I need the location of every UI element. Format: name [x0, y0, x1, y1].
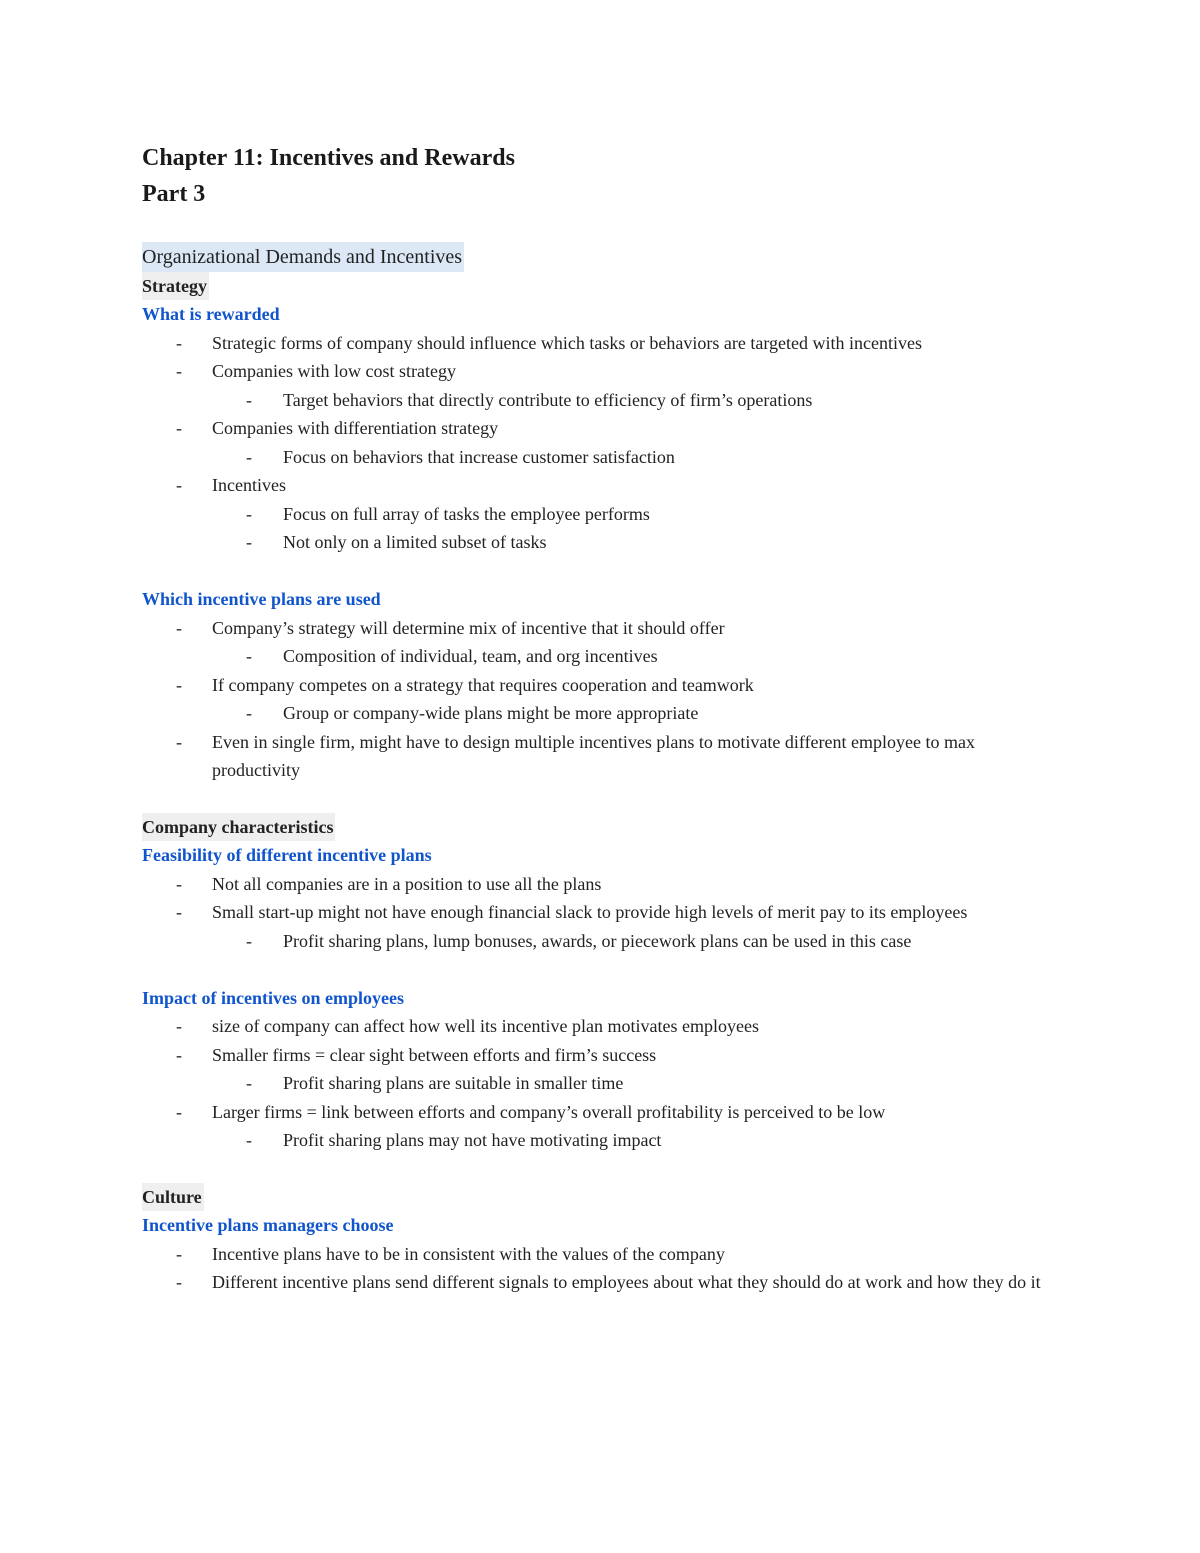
- section-heading: Organizational Demands and Incentives: [142, 242, 464, 272]
- bullet-dash: -: [176, 731, 182, 752]
- sub-bullet-list: [212, 642, 1062, 671]
- bullet-dash: -: [176, 873, 182, 894]
- section-heading-wrap: [142, 242, 1062, 272]
- sub-bullet-list: [212, 927, 1062, 956]
- list-item: [142, 1240, 1062, 1269]
- list-item: [142, 1012, 1062, 1041]
- bullet-dash: -: [246, 389, 252, 410]
- bullet-dash: -: [176, 1016, 182, 1036]
- bullet-list: [142, 614, 1062, 785]
- list-item: [142, 1268, 1062, 1297]
- topic-heading: Incentive plans managers choose: [142, 1215, 394, 1235]
- bullet-list: [142, 329, 1062, 557]
- bullet-dash: -: [176, 1243, 182, 1264]
- sub-heading-wrap: [142, 272, 1062, 300]
- bullet-dash: -: [176, 674, 182, 695]
- sub-bullet-list: [212, 443, 1062, 472]
- bullet-dash: -: [176, 361, 182, 381]
- list-item: [142, 329, 1062, 358]
- part-title: Part 3: [142, 181, 206, 207]
- bullet-list: [142, 870, 1062, 956]
- list-item-text: Strategic forms of company should influence which tasks or behaviors are targeted with incentives: [212, 332, 922, 353]
- spacer: [142, 212, 1062, 242]
- topic-heading: Which incentive plans are used: [142, 589, 381, 609]
- topic-heading: What is rewarded: [142, 304, 280, 324]
- sub-list-item: [212, 699, 1062, 728]
- list-item: [142, 671, 1062, 728]
- list-item: [142, 728, 1062, 785]
- bullet-dash: -: [246, 703, 252, 723]
- sub-list-item-text: Focus on behaviors that increase customer satisfaction: [283, 446, 675, 467]
- sub-list-item: [212, 1069, 1062, 1098]
- bullet-dash: -: [246, 532, 252, 552]
- sub-list-item-text: Composition of individual, team, and org incentives: [283, 646, 658, 666]
- list-item: [142, 1098, 1062, 1155]
- list-item-text: Incentives: [212, 475, 286, 495]
- bullet-dash: -: [176, 1101, 182, 1122]
- list-item-text: Incentive plans have to be in consistent with the values of the company: [212, 1243, 725, 1264]
- sub-list-item-text: Not only on a limited subset of tasks: [283, 532, 547, 552]
- sub-bullet-list: [212, 699, 1062, 728]
- bullet-list: [142, 1012, 1062, 1155]
- sub-list-item: [212, 500, 1062, 529]
- sub-list-item: [212, 642, 1062, 671]
- list-item-text: Small start-up might not have enough financial slack to provide high levels of merit pay to its employees: [212, 902, 968, 922]
- sub-bullet-list: [212, 386, 1062, 415]
- sub-heading-wrap: [142, 813, 1062, 841]
- list-item: [142, 414, 1062, 471]
- sub-list-item-text: Focus on full array of tasks the employee performs: [283, 503, 650, 524]
- topic-heading: Impact of incentives on employees: [142, 987, 404, 1008]
- list-item: [142, 1041, 1062, 1098]
- document-content: [142, 272, 1062, 1297]
- sub-list-item-text: Profit sharing plans, lump bonuses, awards, or piecework plans can be used in this case: [283, 930, 912, 951]
- sub-list-item-text: Profit sharing plans may not have motivating impact: [283, 1130, 662, 1150]
- list-item: [142, 614, 1062, 671]
- topic-heading: Feasibility of different incentive plans: [142, 845, 432, 865]
- sub-heading: Company characteristics: [142, 813, 335, 841]
- sub-list-item: [212, 443, 1062, 472]
- document-page: [142, 140, 1062, 1297]
- list-item-text: Even in single firm, might have to design multiple incentives plans to motivate different employee to max productivity: [212, 731, 975, 780]
- list-item: [142, 471, 1062, 557]
- sub-list-item: [212, 528, 1062, 557]
- sub-bullet-list: [212, 1126, 1062, 1155]
- bullet-dash: -: [176, 617, 182, 638]
- bullet-dash: -: [246, 446, 252, 467]
- list-item: [142, 870, 1062, 899]
- sub-bullet-list: [212, 500, 1062, 557]
- blank-line: [142, 785, 1062, 814]
- bullet-dash: -: [176, 902, 182, 922]
- list-item-text: Companies with differentiation strategy: [212, 418, 499, 438]
- sub-list-item: [212, 1126, 1062, 1155]
- sub-heading: Culture: [142, 1183, 204, 1211]
- chapter-title: Chapter 11: Incentives and Rewards: [142, 145, 515, 171]
- list-item: [142, 357, 1062, 414]
- bullet-dash: -: [176, 475, 182, 495]
- sub-list-item: [212, 386, 1062, 415]
- sub-list-item-text: Target behaviors that directly contribute to efficiency of firm’s operations: [283, 389, 813, 410]
- bullet-dash: -: [176, 418, 182, 438]
- sub-list-item: [212, 927, 1062, 956]
- sub-list-item-text: Group or company-wide plans might be more appropriate: [283, 703, 699, 723]
- sub-heading: Strategy: [142, 272, 209, 300]
- bullet-dash: -: [246, 646, 252, 666]
- bullet-dash: -: [246, 503, 252, 524]
- bullet-dash: -: [176, 1044, 182, 1065]
- blank-line: [142, 557, 1062, 586]
- list-item-text: Smaller firms = clear sight between efforts and firm’s success: [212, 1044, 657, 1065]
- sub-heading-wrap: [142, 1183, 1062, 1211]
- sub-list-item-text: Profit sharing plans are suitable in smaller time: [283, 1073, 624, 1093]
- list-item-text: Not all companies are in a position to use all the plans: [212, 873, 602, 894]
- bullet-dash: -: [176, 1272, 182, 1292]
- bullet-list: [142, 1240, 1062, 1297]
- sub-bullet-list: [212, 1069, 1062, 1098]
- list-item-text: Larger firms = link between efforts and company’s overall profitability is perceived to be low: [212, 1101, 886, 1122]
- list-item-text: Companies with low cost strategy: [212, 361, 456, 381]
- blank-line: [142, 1155, 1062, 1184]
- list-item-text: If company competes on a strategy that requires cooperation and teamwork: [212, 674, 754, 695]
- list-item: [142, 898, 1062, 955]
- list-item-text: Different incentive plans send different signals to employees about what they should do at work and how they do it: [212, 1272, 1041, 1292]
- bullet-dash: -: [246, 930, 252, 951]
- bullet-dash: -: [246, 1130, 252, 1150]
- blank-line: [142, 955, 1062, 984]
- bullet-dash: -: [176, 332, 182, 353]
- bullet-dash: -: [246, 1073, 252, 1093]
- list-item-text: size of company can affect how well its incentive plan motivates employees: [212, 1016, 759, 1036]
- list-item-text: Company’s strategy will determine mix of incentive that it should offer: [212, 617, 725, 638]
